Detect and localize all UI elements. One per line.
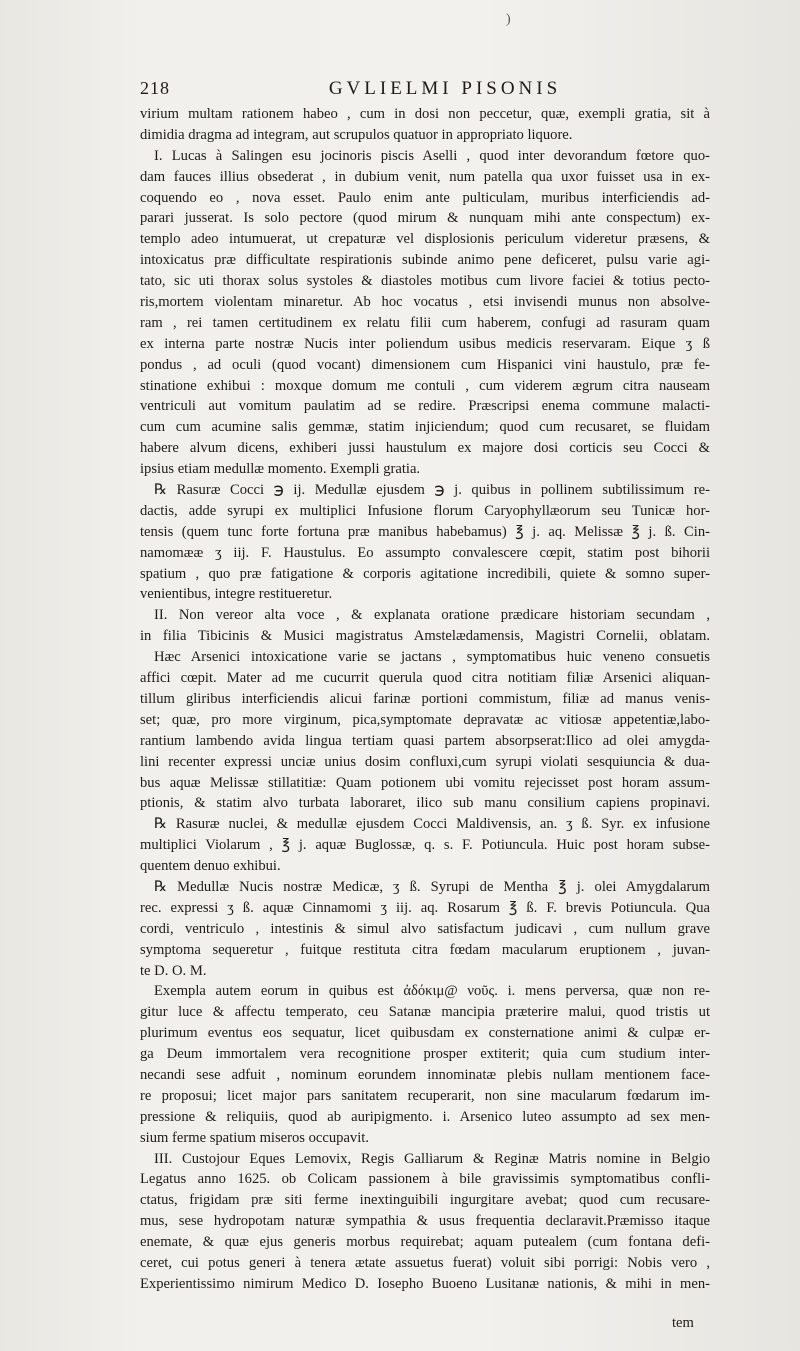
text-line: venientibus, integre restitueretur. — [140, 586, 333, 603]
text-line: ptionis, & statim alvo turbata laboraret, ilico sub manu consilium capiens propinavi. — [140, 795, 710, 812]
text-line: Legatus anno 1625. ob Colicam passionem à bile gravissimis symptomatibus confli- — [140, 1171, 710, 1188]
text-line: multiplici Violarum , ℥ j. aquæ Buglossæ, q. s. F. Potiuncula. Huic post horam subse- — [140, 837, 710, 854]
text-line: lini recenter expressi unciæ unius dosim confluxi,cum syrupi violati sesquiuncia & dua- — [140, 753, 710, 770]
text-line: ceret, cui potus generi à tenera ætate assuetus fuerat) voluit sibi porrigi: Nobis vero , — [140, 1254, 710, 1271]
text-line: namomææ ʒ iij. F. Haustulus. Eo assumpto convalescere cœpit, statim post bihorii — [140, 544, 710, 561]
page-header — [140, 78, 710, 104]
text-line: tensis (quem tunc forte fortuna præ manibus habebamus) ℥ j. aq. Melissæ ℥ j. ß. Cin- — [140, 523, 710, 540]
text-line: sium ferme spatium miseros occupavit. — [140, 1129, 369, 1146]
text-line: set; quæ, pro more virginum, pica,symptomate depravatæ ac vitiosæ appetentiæ,labo- — [140, 711, 710, 728]
text-line: III. Custojour Eques Lemovix, Regis Galliarum & Reginæ Matris nomine in Belgio — [154, 1150, 710, 1167]
text-line: templo adeo intumuerat, ut crepaturæ vel displosionis periculum videretur præsens, & — [140, 231, 710, 248]
text-line: ctatus, frigidam præ siti ferme inextinguibili ingurgitare avebat; quod cum recusare- — [140, 1192, 710, 1209]
text-line: gitur luce & affectu temperato, ceu Satanæ mancipia præterire malui, quod tristis ut — [140, 1004, 710, 1021]
text-line: plurimum eventus eos sequatur, licet quibusdam ex consternatione animi & culpæ er- — [140, 1025, 710, 1042]
running-head: GVLIELMI PISONIS — [328, 78, 562, 99]
text-line: mus, sese hydropotam naturæ sympathia & usus frequentia declaravit.Præmisso itaque — [140, 1213, 710, 1230]
text-line: Experientissimo nimirum Medico D. Iosepho Buoeno Lusitanæ nationis, & mihi in men- — [140, 1275, 710, 1292]
catchword: tem — [672, 1315, 694, 1331]
text-line: ex interna parte nostræ Nucis inter poliendum usibus medicis reservaram. Eique ʒ ß — [140, 335, 710, 352]
page-number: 218 — [140, 78, 170, 98]
text-line: cum cum acumine salis gemmæ, statim injiciendum; quod cum recusaret, se fluidam — [140, 419, 710, 436]
text-line: stinatione exhibui : moxque domum me contuli , cum viderem ægrum citra nauseam — [140, 377, 710, 394]
text-line: Hæc Arsenici intoxicatione varie se jactans , symptomatibus huic veneno consuetis — [154, 649, 710, 666]
body-text — [140, 104, 710, 1295]
text-line: re proposui; licet major pars sanitatem recuperarit, non sine macularum fœdarum im- — [140, 1087, 710, 1104]
text-line: cordi, ventriculo , intestinis & simul alvo satisfactum judicavi , cum nullum grave — [140, 920, 710, 937]
text-line: Exempla autem eorum in quibus est ἀδόκιμ@ νοῦς. i. mens perversa, quæ non re- — [154, 983, 710, 1000]
text-line: spatium , quo præ fatigatione & corporis agitatione incredibili, quiete & somno super- — [140, 565, 710, 582]
text-line: ℞ Rasuræ Cocci ℈ ij. Medullæ ejusdem ℈ j. quibus in pollinem subtilissimum re- — [154, 482, 710, 499]
text-line: II. Non vereor alta voce , & explanata oratione prædicare historiam secundam , — [154, 607, 710, 624]
text-line: I. Lucas à Salingen esu jocinoris piscis Aselli , quod inter devorandum fœtore quo- — [154, 147, 710, 164]
text-line: bus aquæ Melissæ stillatitiæ: Quam potionem ubi vomitu rejecisset post horam assum- — [140, 774, 710, 791]
text-line: affici cœpit. Mater ad me cucurrit querula quod citra notitiam filiæ Arsenici aliquan- — [140, 670, 710, 687]
page-top-mark: ) — [506, 12, 511, 27]
text-line: ram , rei tamen certitudinem ex relatu filii cum haberem, confugi ad rasuram quam — [140, 314, 710, 331]
text-line: in filia Tibicinis & Musici magistratus Amstelædamensis, Magistri Cornelii, oblatam. — [140, 628, 710, 645]
text-line: ga Deum immortalem vera recognitione prosper extiterit; quia cum studium inter- — [140, 1046, 710, 1063]
text-line: intoxicatus præ difficultate respirationis subinde animo pene deficeret, pulsu varie agi- — [140, 252, 710, 269]
text-line: te D. O. M. — [140, 962, 207, 979]
text-line: quentem denuo exhibui. — [140, 858, 281, 875]
text-line: pressione & reliquiis, quod ab auripigmento. i. Arsenico luteo assumpto ad sex men- — [140, 1108, 710, 1125]
text-line: coquendo eo , nova esset. Paulo enim ante pulticulam, muribus interficiendis ad- — [140, 189, 710, 206]
text-line: ventriculi aut vomitum paulatim ad se redire. Præscripsi enema commune malacti- — [140, 398, 710, 415]
text-line: rantium lambendo avida lingua tertiam quasi partem absorpserat:Ilico ad olei amygda- — [140, 732, 710, 749]
text-line: dam fauces illius obsederat , in dubium venit, num patella qua uxor fuisset usa in ex- — [140, 168, 710, 185]
text-line: symptoma sequeretur , fuitque restituta citra fœdam macularum eruptionem , juvan- — [140, 941, 710, 958]
text-line: virium multam rationem habeo , cum in dosi non peccetur, quæ, exempli gratia, sit à — [140, 106, 710, 122]
text-line: enemate, & quæ ejus generis morbus requirebat; aquam putealem (cum fontana defi- — [140, 1234, 710, 1251]
text-line: parari jusserat. Is solo pectore (quod mirum & nunquam mihi ante conspectum) ex- — [140, 210, 710, 227]
text-line: rec. expressi ʒ ß. aquæ Cinnamomi ʒ iij. aq. Rosarum ℥ ß. F. brevis Potiuncula. Qua — [140, 899, 710, 916]
text-line: pondus , ad oculi (quod vocant) dimensionem cum Hispanici vini haustulo, præ fe- — [140, 356, 710, 373]
text-line: ℞ Rasuræ nuclei, & medullæ ejusdem Cocci Maldivensis, an. ʒ ß. Syr. ex infusione — [154, 816, 710, 833]
text-line: ipsius etiam medullæ momento. Exempli gratia. — [140, 461, 421, 478]
text-line: ℞ Medullæ Nucis nostræ Medicæ, ʒ ß. Syrupi de Mentha ℥ j. olei Amygdalarum — [154, 878, 710, 895]
text-line: tillum gliribus interficiendis alicui farinæ portioni commistum, filiæ ad manus venis- — [140, 690, 710, 707]
text-line: ris,mortem violentam minaretur. Ab hoc vocatus , etsi invisendi munus non absolve- — [140, 294, 710, 311]
text-line: dactis, adde syrupi ex multiplici Infusione florum Caryophyllæorum seu Tunicæ hor- — [140, 502, 710, 519]
text-line: necandi sese adfuit , nominum eorundem innominatæ plebis nullam mentionem face- — [140, 1066, 710, 1083]
text-line: habere alvum dicens, exhiberi jussi haustulum ex majore dosi corticis seu Cocci & — [140, 440, 710, 457]
text-line: dimidia dragma ad integram, aut scrupulos quatuor in appropriato liquore. — [140, 126, 573, 143]
text-line: tato, sic uti thorax solus systoles & diastoles motibus cum livore faciei & totius pecto- — [140, 273, 710, 290]
